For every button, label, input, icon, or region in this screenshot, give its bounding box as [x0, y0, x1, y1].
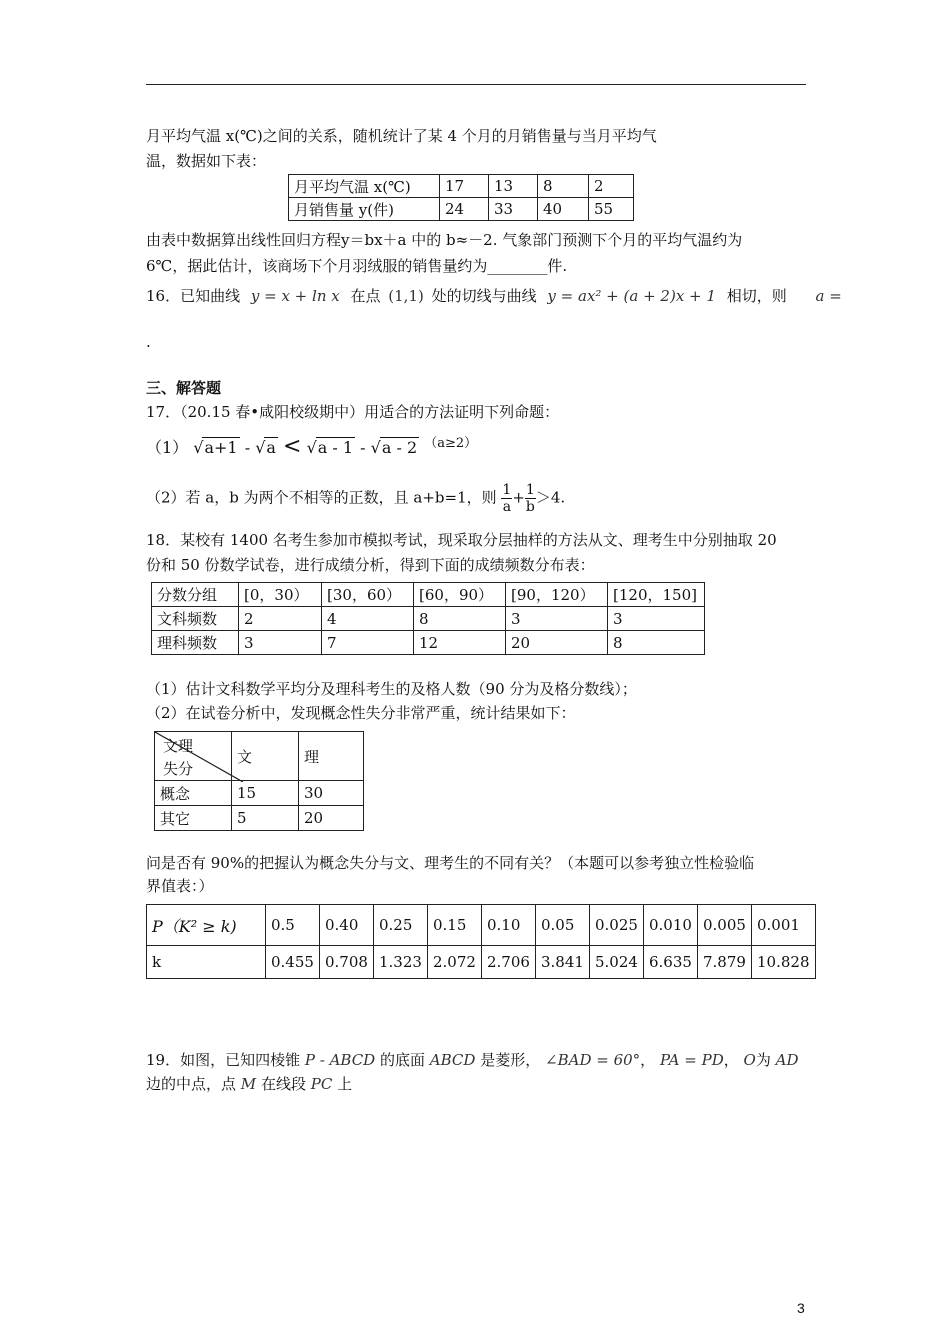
q15-line2: 温，数据如下表： [146, 152, 267, 170]
table-row [155, 732, 364, 781]
q19-sep2: ， [723, 1051, 739, 1069]
q17-radicand-2: a [266, 438, 276, 457]
table-row [289, 198, 634, 221]
table-cell: 0.5 [266, 905, 320, 946]
table-cell: 7 [322, 631, 414, 655]
section-title: 三、解答题 [146, 379, 222, 397]
fraction-denominator: b [525, 499, 535, 515]
q19-line1 [146, 1050, 799, 1070]
table-cell: 5 [232, 806, 299, 831]
table-cell: 理 [299, 732, 364, 781]
table-cell: 理科频数 [152, 631, 239, 655]
q18-line3: 问是否有 90%的把握认为概念失分与文、理考生的不同有关？（本题可以参考独立性检验临 [146, 854, 755, 872]
q17-less-than: < [283, 434, 302, 459]
table-cell: 2.072 [428, 946, 482, 979]
table-cell: [90，120） [506, 583, 608, 607]
q18-line2: 份和 50 份数学试卷，进行成绩分析，得到下面的成绩频数分布表： [146, 556, 595, 574]
q15-line4: 6℃，据此估计，该商场下个月羽绒服的销售量约为________件. [146, 257, 568, 275]
table-row [155, 781, 364, 806]
table-cell: 8 [608, 631, 705, 655]
table-cell: [120，150] [608, 583, 705, 607]
q17-p1-label: （1） [146, 438, 189, 457]
table-cell: 3.841 [536, 946, 590, 979]
table-cell: 2 [589, 175, 634, 198]
q19-angle: ∠BAD = 60° [545, 1051, 641, 1069]
q16-curve-1: y = x + ln x [250, 287, 340, 305]
table-cell: 0.05 [536, 905, 590, 946]
table-cell: 4 [322, 607, 414, 631]
fraction-denominator: a [502, 499, 512, 515]
table-cell: 13 [489, 175, 538, 198]
corner-top-label: 文理 [163, 737, 194, 755]
q19-point-m: M [240, 1075, 257, 1093]
table-cell: 其它 [155, 806, 232, 831]
q17-part2 [146, 482, 565, 515]
q19-text-a: 19．如图，已知四棱锥 [146, 1051, 301, 1069]
q18-line4: 界值表：） [146, 877, 214, 895]
table-row [152, 607, 705, 631]
q18-sub1: （1）估计文科数学平均分及理科考生的及格人数（90 分为及格分数线）； [146, 680, 637, 698]
q17-part1 [146, 434, 477, 458]
table-cell: k [147, 946, 266, 979]
q17-minus-2: - [360, 438, 371, 457]
table-cell: 文 [232, 732, 299, 781]
sqrt-sign: √ [255, 438, 266, 457]
table-cell: 33 [489, 198, 538, 221]
table-cell: 8 [538, 175, 589, 198]
table-cell: 0.708 [320, 946, 374, 979]
q17-p2-tail: ＞4. [535, 488, 566, 507]
table-row [289, 175, 634, 198]
table-row [155, 806, 364, 831]
table-cell: 17 [440, 175, 489, 198]
q16-tail: . [146, 333, 151, 351]
table-cell: 概念 [155, 781, 232, 806]
q18-line1: 18．某校有 1400 名考生参加市模拟考试，现采取分层抽样的方法从文、理考生中分别抽取 20 [146, 531, 777, 549]
q19-equal-edges: PA = PD [659, 1051, 724, 1069]
table-cell: 文科频数 [152, 607, 239, 631]
q16-line [146, 286, 842, 306]
table-cell: 0.25 [374, 905, 428, 946]
table-row [147, 905, 816, 946]
table-cell: 0.005 [698, 905, 752, 946]
sqrt-sign: √ [193, 438, 204, 457]
table-cell: 3 [506, 607, 608, 631]
corner-bottom-label: 失分 [163, 760, 194, 778]
table-cell: 7.879 [698, 946, 752, 979]
table-cell: 3 [608, 607, 705, 631]
q17-radicand-3: a - 1 [317, 438, 354, 457]
table-cell: [30，60） [322, 583, 414, 607]
table-cell: 0.15 [428, 905, 482, 946]
q16-answer-var: a = [815, 287, 842, 305]
table-cell: 0.025 [590, 905, 644, 946]
table-row [152, 631, 705, 655]
q17-radicand-1: a+1 [204, 438, 238, 457]
q19-line2-a: 边的中点，点 [146, 1075, 237, 1093]
table-cell: 0.10 [482, 905, 536, 946]
q17-minus-1: - [244, 438, 256, 457]
table-cell: 0.455 [266, 946, 320, 979]
table-cell: 12 [414, 631, 506, 655]
table-cell: 0.40 [320, 905, 374, 946]
table-cell: 6.635 [644, 946, 698, 979]
page-number: 3 [797, 1300, 805, 1316]
header-rule [146, 84, 806, 85]
diagonal-header-cell [155, 732, 232, 781]
q15-line1: 月平均气温 x(℃)之间的关系，随机统计了某 4 个月的月销售量与当月平均气 [146, 127, 657, 145]
table-cell: 分数分组 [152, 583, 239, 607]
table-cell: 月平均气温 x(℃) [289, 175, 440, 198]
table-cell: P（K² ≥ k) [147, 905, 266, 946]
q18-contingency-table [154, 731, 364, 831]
q16-text-b: 在点 [350, 287, 381, 305]
q19-text-b: 的底面 [380, 1051, 426, 1069]
q17-radicand-4: a - 2 [381, 438, 418, 457]
fraction-numerator: 1 [525, 482, 535, 498]
sqrt-sign: √ [306, 438, 317, 457]
table-cell: 20 [299, 806, 364, 831]
table-row [147, 946, 816, 979]
q16-point: (1,1) [388, 287, 424, 305]
fraction-1-over-a [501, 482, 512, 515]
table-cell: 20 [506, 631, 608, 655]
q19-line2-c: 上 [337, 1075, 353, 1093]
q18-frequency-table [151, 582, 705, 655]
table-cell: [0，30） [239, 583, 322, 607]
table-cell: 2.706 [482, 946, 536, 979]
q15-line3: 由表中数据算出线性回归方程y＝bx＋a 中的 b≈－2. 气象部门预测下个月的平均气温约为 [146, 231, 743, 249]
table-cell: [60，90） [414, 583, 506, 607]
table-cell: 10.828 [752, 946, 816, 979]
table-cell: 55 [589, 198, 634, 221]
fraction-1-over-b [525, 482, 536, 515]
q19-segment-ad: AD [775, 1051, 799, 1069]
table-cell: 30 [299, 781, 364, 806]
table-cell: 0.001 [752, 905, 816, 946]
q19-point-o: O [743, 1051, 756, 1069]
table-cell: 3 [239, 631, 322, 655]
q15-data-table [288, 174, 634, 221]
q16-text-a: 16．已知曲线 [146, 287, 241, 305]
q19-segment-pc: PC [310, 1075, 333, 1093]
q17-p2-text: （2）若 a，b 为两个不相等的正数，且 a+b=1，则 [146, 488, 497, 507]
table-cell: 1.323 [374, 946, 428, 979]
q16-text-c: 处的切线与曲线 [431, 287, 537, 305]
plus-sign: + [512, 488, 525, 507]
table-cell: 40 [538, 198, 589, 221]
q18-sub2: （2）在试卷分析中，发现概念性失分非常严重，统计结果如下： [146, 704, 576, 722]
fraction-numerator: 1 [502, 482, 512, 498]
q19-text-d: 为 [755, 1051, 771, 1069]
q17-intro: 17．（20.15 春•咸阳校级期中）用适合的方法证明下列命题： [146, 403, 560, 421]
q16-text-d: 相切，则 [726, 287, 787, 305]
q19-base: ABCD [429, 1051, 476, 1069]
q19-line2-b: 在线段 [260, 1075, 306, 1093]
table-cell: 0.010 [644, 905, 698, 946]
table-cell: 24 [440, 198, 489, 221]
table-cell: 8 [414, 607, 506, 631]
q19-sep1: ， [640, 1051, 656, 1069]
q16-curve-2: y = ax² + (a + 2)x + 1 [547, 287, 716, 305]
table-row [152, 583, 705, 607]
q19-text-c: 是菱形， [480, 1051, 541, 1069]
table-cell: 5.024 [590, 946, 644, 979]
table-cell: 15 [232, 781, 299, 806]
q19-line2 [146, 1074, 352, 1094]
critical-value-table [146, 904, 816, 979]
q19-pyramid: P - ABCD [304, 1051, 376, 1069]
sqrt-sign: √ [370, 438, 381, 457]
q17-condition: （a≥2） [424, 436, 478, 451]
table-cell: 2 [239, 607, 322, 631]
table-cell: 月销售量 y(件) [289, 198, 440, 221]
